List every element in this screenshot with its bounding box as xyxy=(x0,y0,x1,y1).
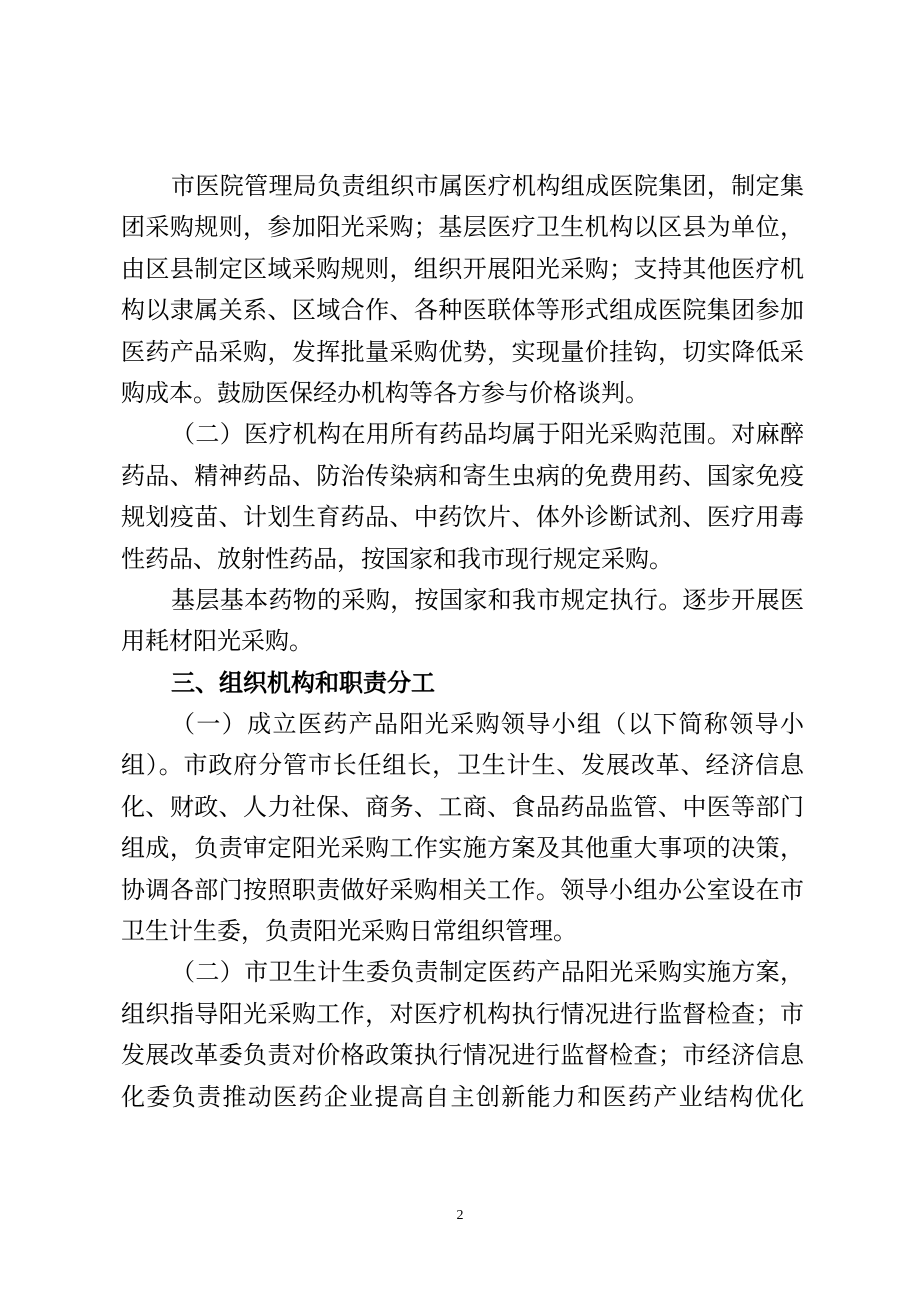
paragraph-basic-drugs xyxy=(121,580,804,663)
text-line: 市医院管理局负责组织市属医疗机构组成医院集团，制定集 xyxy=(171,172,804,200)
text-line: 规划疫苗、计划生育药品、中药饮片、体外诊断试剂、医疗用毒 xyxy=(121,503,804,532)
text-line: 组织指导阳光采购工作，对医疗机构执行情况进行监督检查；市 xyxy=(121,999,804,1028)
text-line: 药品、精神药品、防治传染病和寄生虫病的免费用药、国家免疫 xyxy=(121,461,804,490)
text-line: （一）成立医药产品阳光采购领导小组（以下简称领导小 xyxy=(171,710,804,739)
section-heading: 三、组织机构和职责分工 xyxy=(171,668,435,697)
text-line: （二）医疗机构在用所有药品均属于阳光采购范围。对麻醉 xyxy=(171,420,804,449)
paragraph-drug-scope xyxy=(121,414,804,580)
text-line: 由区县制定区域采购规则，组织开展阳光采购；支持其他医疗机 xyxy=(121,254,804,283)
document-body xyxy=(121,166,804,1118)
text-line: 化委负责推动医药企业提高自主创新能力和医药产业结构优化 xyxy=(121,1082,804,1111)
text-line: 医药产品采购，发挥批量采购优势，实现量价挂钩，切实降低采 xyxy=(121,337,804,366)
text-line: 协调各部门按照职责做好采购相关工作。领导小组办公室设在市 xyxy=(121,875,804,904)
text-line: （二）市卫生计生委负责制定医药产品阳光采购实施方案， xyxy=(171,958,804,987)
text-line: 用耗材阳光采购。 xyxy=(121,627,313,656)
text-line: 化、财政、人力社保、商务、工商、食品药品监管、中医等部门 xyxy=(121,792,804,821)
text-line: 组）。市政府分管市长任组长，卫生计生、发展改革、经济信息 xyxy=(121,751,804,780)
text-line: 购成本。鼓励医保经办机构等各方参与价格谈判。 xyxy=(121,378,649,407)
paragraph-leading-group xyxy=(121,704,804,952)
text-line: 构以隶属关系、区域合作、各种医联体等形式组成医院集团参加 xyxy=(121,296,804,325)
text-line: 组成，负责审定阳光采购工作实施方案及其他重大事项的决策， xyxy=(121,834,804,863)
text-line: 基层基本药物的采购，按国家和我市规定执行。逐步开展医 xyxy=(171,585,804,614)
paragraph-responsibilities xyxy=(121,952,804,1118)
text-line: 性药品、放射性药品，按国家和我市现行规定采购。 xyxy=(121,544,673,573)
text-line: 团采购规则，参加阳光采购；基层医疗卫生机构以区县为单位， xyxy=(121,213,804,242)
page-number: 2 xyxy=(456,1208,464,1223)
text-line: 卫生计生委，负责阳光采购日常组织管理。 xyxy=(121,917,577,946)
text-line: 发展改革委负责对价格政策执行情况进行监督检查；市经济信息 xyxy=(121,1041,804,1070)
paragraph-hospital-groups xyxy=(121,166,804,414)
